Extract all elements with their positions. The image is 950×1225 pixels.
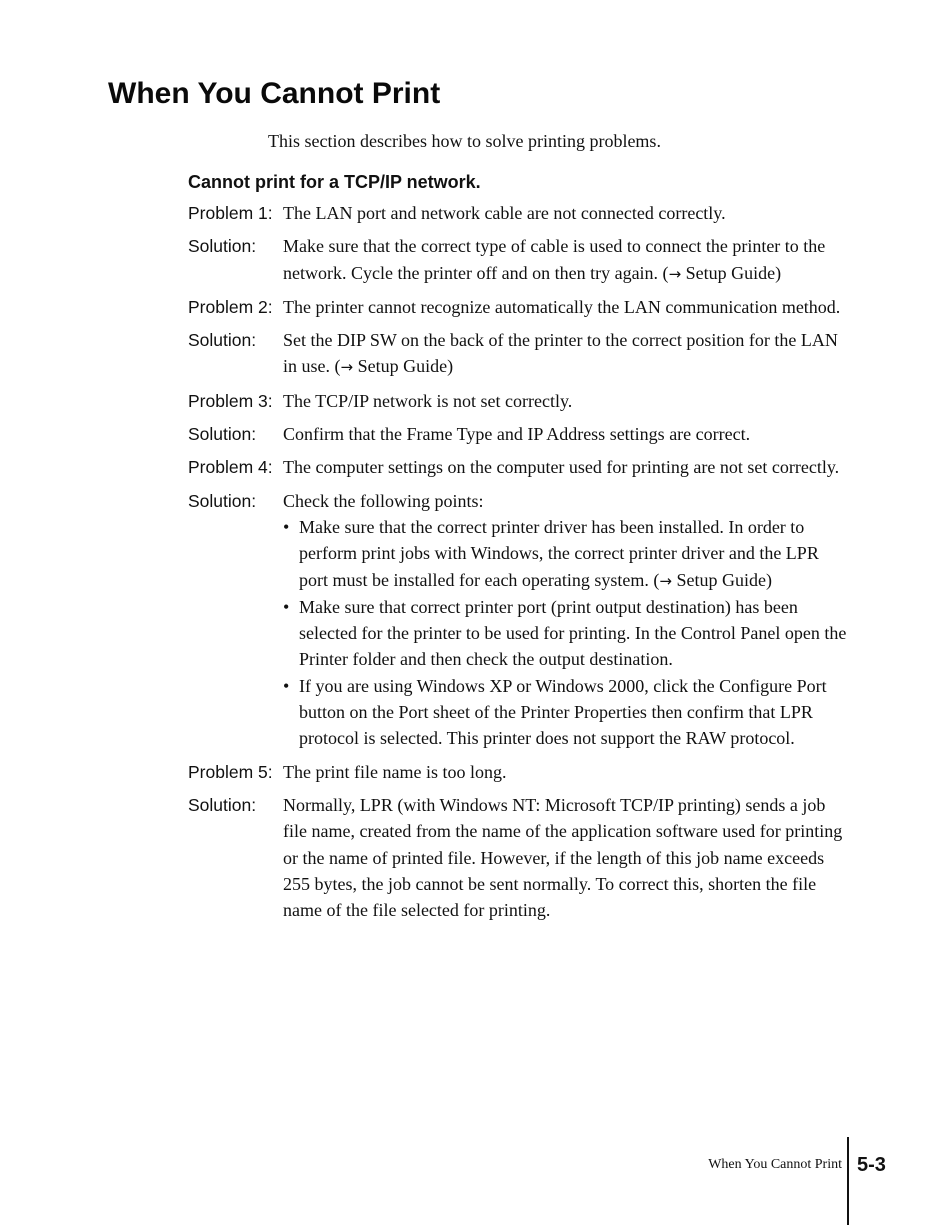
solution-5-entry	[188, 792, 848, 923]
list-item	[283, 514, 848, 594]
solution-2-label: Solution:	[188, 330, 257, 351]
solution-4-intro: Check the following points:	[283, 490, 484, 511]
solution-2-entry	[188, 327, 848, 381]
problem-3-label: Problem 3:	[188, 390, 273, 411]
problem-2-label: Problem 2:	[188, 296, 273, 317]
problem-1-label: Problem 1:	[188, 203, 273, 223]
solution-3-label: Solution:	[188, 424, 257, 445]
problem-1-entry	[188, 200, 848, 226]
problem-5-entry	[188, 759, 848, 785]
problem-4-text: The computer settings on the computer used for printing are not set correctly.	[283, 457, 840, 478]
solution-1-text	[283, 233, 848, 287]
list-item	[283, 594, 848, 673]
problem-3-text: The TCP/IP network is not set correctly.	[283, 390, 573, 411]
problem-2-entry	[188, 294, 848, 320]
solution-4-entry	[188, 488, 848, 752]
problem-solution-list	[188, 200, 848, 930]
solution-1-entry	[188, 233, 848, 287]
solution-4-text	[283, 488, 848, 752]
solution-5-text: Normally, LPR (with Windows NT: Microsoft TCP/IP printing) sends a job file name, created from the name of the application software used for printing or the name of printed file. However, if the length of this job name exceeds 255 bytes, the job cannot be sent normally. To correct this, shorten the file name of the file selected for printing.	[283, 794, 843, 921]
bullet-3-text: If you are using Windows XP or Windows 2000, click the Configure Port button on the Port sheet of the Printer Properties then confirm that LPR protocol is selected. This printer does not support the RAW protocol.	[299, 675, 827, 749]
solution-3-text: Confirm that the Frame Type and IP Address settings are correct.	[283, 424, 751, 445]
list-item	[283, 673, 848, 752]
section-heading: Cannot print for a TCP/IP network.	[188, 172, 481, 192]
problem-5-text: The print file name is too long.	[283, 761, 507, 782]
solution-4-bullet-list	[283, 514, 848, 752]
problem-4-label: Problem 4:	[188, 457, 273, 478]
bullet-icon: •	[283, 516, 290, 537]
footer-divider	[847, 1137, 849, 1225]
solution-5-label: Solution:	[188, 794, 257, 815]
bullet-2-text: Make sure that correct printer port (print output destination) has been selected for the printer to be used for printing. In the Control Panel open the Printer folder and then check the output destination.	[299, 596, 847, 670]
problem-4-entry	[188, 454, 848, 480]
solution-1-text-reference: Setup Guide)	[681, 262, 782, 283]
bullet-icon: •	[283, 675, 290, 696]
intro-text: This section describes how to solve printing problems.	[268, 131, 661, 151]
solution-2-text-part: Set the DIP SW on the back of the printer to the correct position for the LAN in use. (	[283, 330, 838, 377]
solution-1-text-part: Make sure that the correct type of cable is used to connect the printer to the network. Cycle the printer off and on then try again. (	[283, 236, 826, 283]
bullet-1-text: Make sure that the correct printer driver has been installed. In order to perform print jobs with Windows, the correct printer driver and the LPR port must be installed for each operating system. (	[299, 516, 819, 590]
page-number: 5-3	[857, 1154, 886, 1176]
solution-1-label: Solution:	[188, 236, 257, 257]
problem-1-text: The LAN port and network cable are not connected correctly.	[283, 203, 726, 223]
problem-5-label: Problem 5:	[188, 761, 273, 782]
solution-2-text	[283, 327, 848, 381]
arrow-right-icon: →	[340, 358, 354, 377]
page-title: When You Cannot Print	[108, 77, 441, 110]
arrow-right-icon: →	[668, 264, 682, 283]
footer-running-title: When You Cannot Print	[708, 1157, 842, 1172]
bullet-icon: •	[283, 596, 290, 617]
problem-2-text: The printer cannot recognize automatically the LAN communication method.	[283, 296, 841, 317]
problem-3-entry	[188, 388, 848, 414]
arrow-right-icon: →	[659, 571, 672, 590]
solution-2-text-reference: Setup Guide)	[353, 356, 454, 377]
solution-4-label: Solution:	[188, 490, 257, 511]
solution-3-entry	[188, 421, 848, 447]
bullet-1-reference: Setup Guide)	[671, 569, 772, 590]
